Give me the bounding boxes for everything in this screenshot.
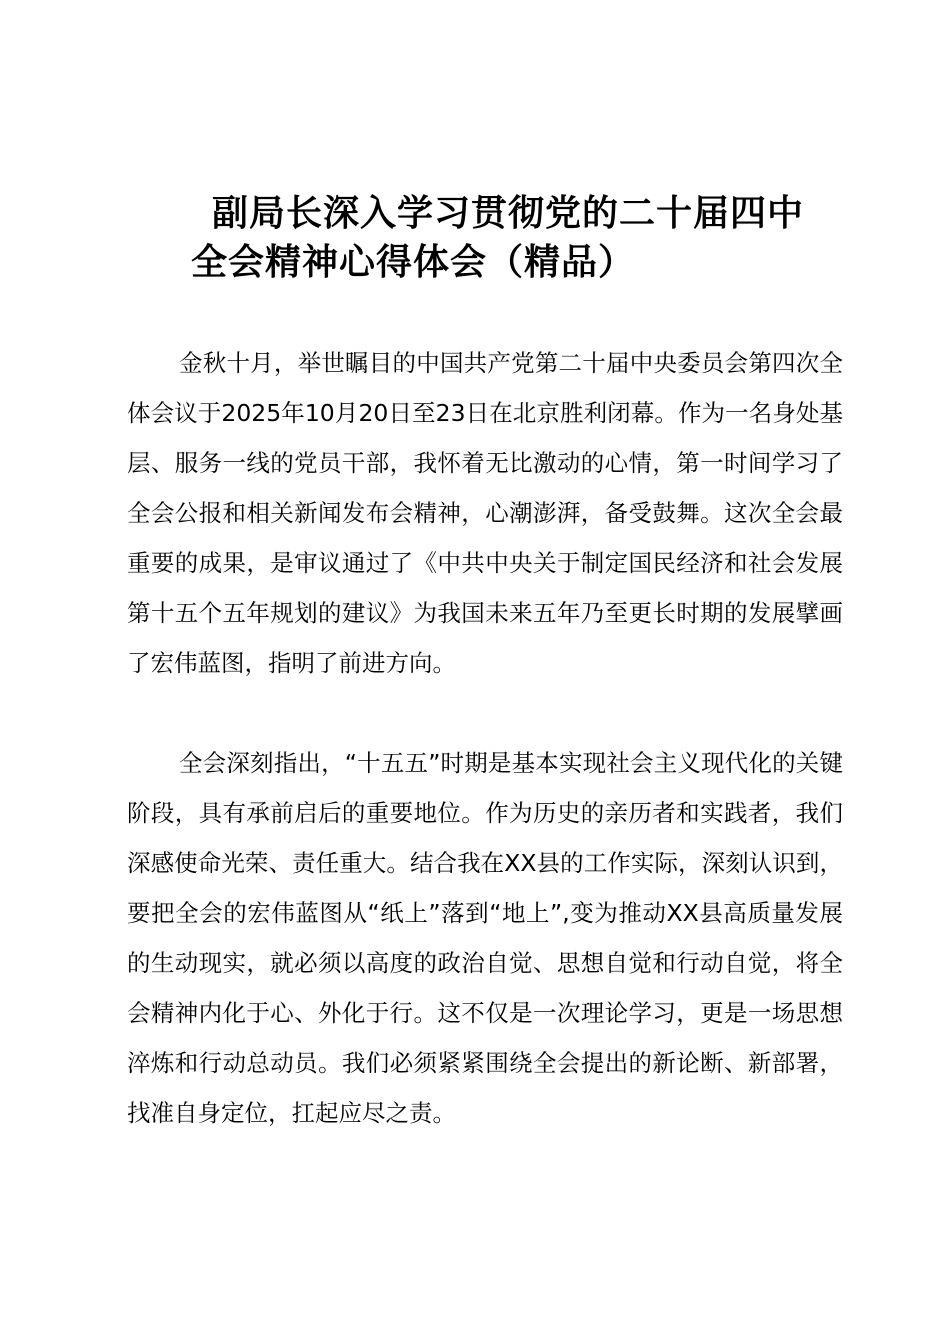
body-paragraph-2: 全会深刻指出，“十五五”时期是基本实现社会主义现代化的关键阶段，具有承前启后的重要地位。作为历史的亲历者和实践者，我们深感使命光荣、责任重大。结合我在XX县的工作实际，深刻认识到，要把全会的宏伟蓝图从“纸上”落到“地上”,变为推动XX县高质量发展的生动现实，就必须以高度的政治自觉、思想自觉和行动自觉，将全会精神内化于心、外化于行。这不仅是一次理论学习，更是一场思想淬炼和行动总动员。我们必须紧紧围绕全会提出的新论断、新部署，找准自身定位，扛起应尽之责。 xyxy=(127,749,843,1127)
document-title-line-1: 副局长深入学习贯彻党的二十届四中 xyxy=(211,193,804,234)
document-title-line-2: 全会精神心得体会（精品） xyxy=(190,242,635,283)
body-paragraph-1: 金秋十月，举世瞩目的中国共产党第二十届中央委员会第四次全体会议于2025年10月20日至23日在北京胜利闭幕。作为一名身处基层、服务一线的党员干部，我怀着无比激动的心情，第一时间学习了全会公报和相关新闻发布会精神，心潮澎湃，备受鼓舞。这次全会最重要的成果，是审议通过了《中共中央关于制定国民经济和社会发展第十五个五年规划的建议》为我国未来五年乃至更长时期的发展擘画了宏伟蓝图，指明了前进方向。 xyxy=(127,349,843,677)
